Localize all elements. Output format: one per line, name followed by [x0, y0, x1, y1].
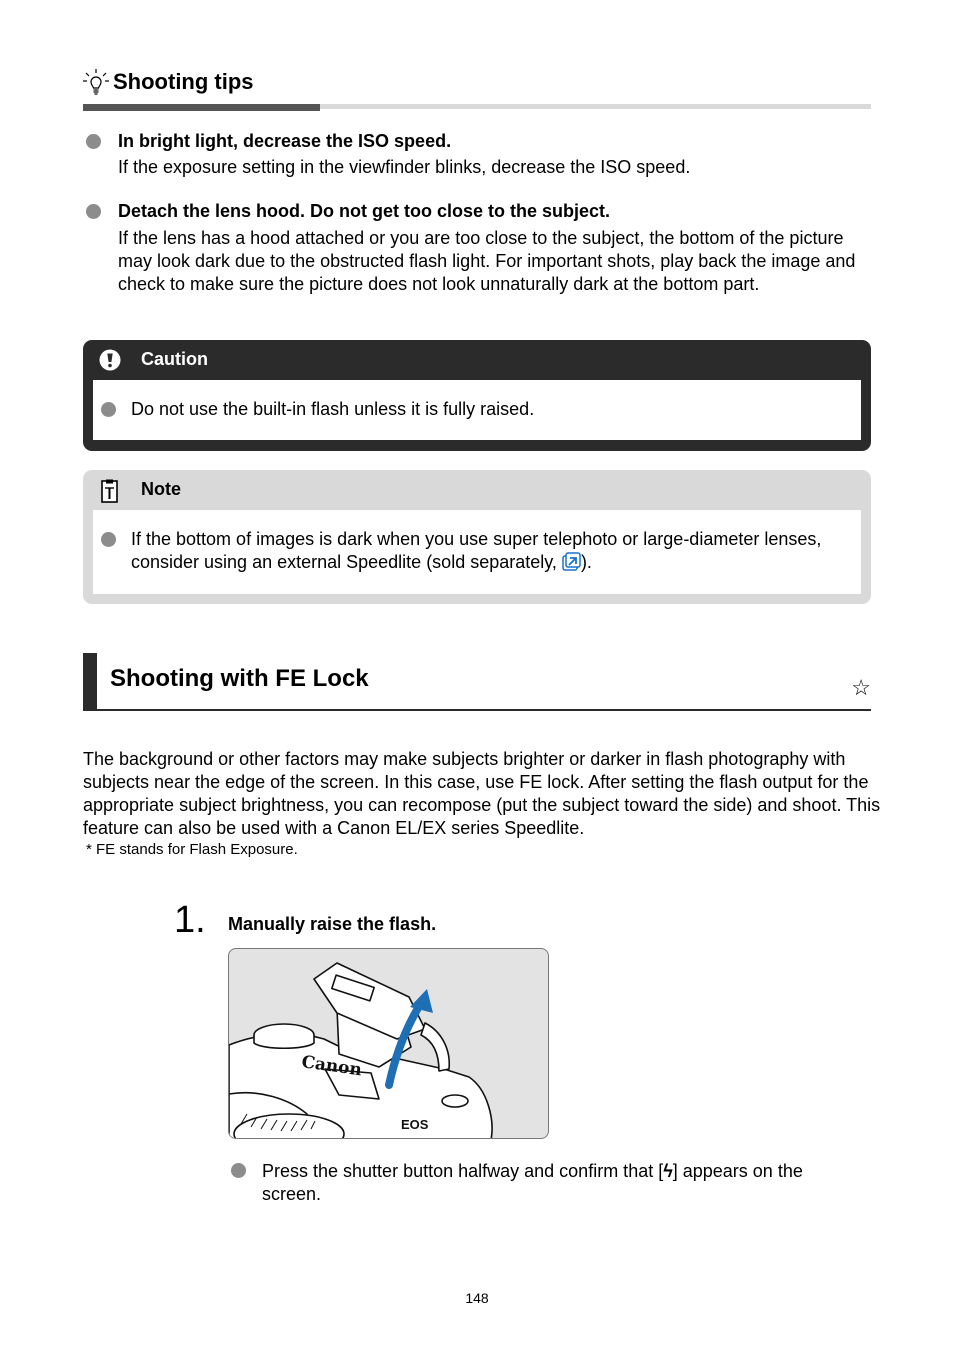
tip-heading: Detach the lens hood. Do not get too close to the subject. [118, 201, 611, 221]
tip-body: If the exposure setting in the viewfinder blinks, decrease the ISO speed. [118, 157, 691, 177]
flash-icon: ϟ [663, 1161, 673, 1181]
caution-label: Caution [141, 349, 208, 369]
lightbulb-icon [83, 68, 109, 96]
star-icon: ☆ [851, 675, 871, 700]
step-bullet-text [262, 1160, 862, 1206]
step-title: Manually raise the flash. [228, 914, 437, 934]
bullet-icon [86, 204, 101, 219]
page-number: 148 [465, 1290, 489, 1306]
divider-accent [83, 104, 320, 111]
divider [83, 709, 871, 711]
section-bar [83, 653, 97, 710]
caution-icon [99, 349, 121, 371]
bullet-icon [101, 532, 116, 547]
note-text-end: ). [580, 552, 592, 572]
camera-flash-illustration [228, 948, 549, 1139]
caution-content [93, 380, 861, 440]
section-title: Shooting with FE Lock [110, 665, 369, 692]
section-heading [83, 653, 871, 711]
bullet-icon [231, 1163, 246, 1178]
camera-illustration [229, 949, 549, 1139]
note-content [93, 510, 861, 594]
bullet-icon [86, 134, 101, 149]
note-text: If the bottom of images is dark when you use super telephoto or large-diameter lenses, consider using an external Speedlite (sold separately, [131, 529, 822, 572]
step-bullet-text-end: ] appears on the screen. [262, 1161, 803, 1204]
brand-text: Canon [300, 1052, 364, 1081]
shooting-tips-title: Shooting tips [113, 69, 254, 94]
bullet-icon [101, 402, 116, 417]
caution-item: Do not use the built-in flash unless it is fully raised. [131, 399, 535, 419]
step-bullet-text-start: Press the shutter button halfway and confirm that [ [262, 1161, 664, 1181]
footnote: * FE stands for Flash Exposure. [86, 841, 298, 858]
note-box [83, 470, 871, 604]
note-label: Note [141, 479, 181, 499]
shooting-tips-header [83, 66, 871, 112]
caution-box [83, 340, 871, 451]
note-icon [101, 479, 119, 503]
step-number: 1. [174, 899, 206, 941]
tip-heading: In bright light, decrease the ISO speed. [118, 131, 452, 151]
intro-paragraph: The background or other factors may make subjects brighter or darker in flash photography with subjects near the edge of the screen. In this case, use FE lock. After setting the flash output for the appropriate subject brightness, you can recompose (put the subject toward the side) and shoot. This feature can also be used with a Canon EL/EX series Speedlite. [83, 749, 881, 838]
note-item [131, 528, 846, 574]
tip-body: If the lens has a hood attached or you are too close to the subject, the bottom of the picture may look dark due to the obstructed flash light. For important shots, play back the image and check to make sure the picture does not look unnaturally dark at the bottom part. [118, 228, 856, 294]
model-text: EOS [401, 1117, 429, 1132]
link-icon[interactable] [562, 552, 581, 571]
